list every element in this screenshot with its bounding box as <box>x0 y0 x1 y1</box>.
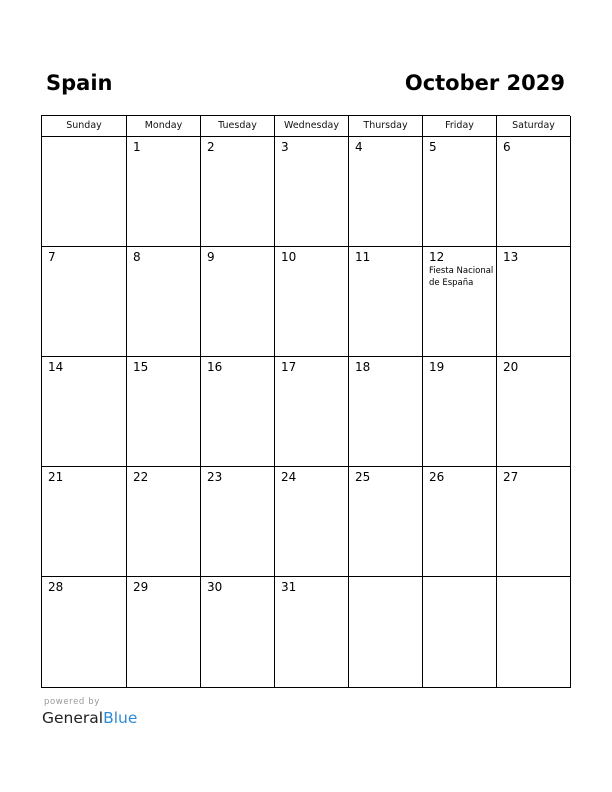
weekday-header-sunday: Sunday <box>42 116 127 137</box>
weekday-header-monday: Monday <box>127 116 201 137</box>
day-number: 14 <box>48 360 64 374</box>
day-number: 5 <box>429 140 437 154</box>
day-number: 31 <box>281 580 297 594</box>
day-number: 10 <box>281 250 297 264</box>
day-cell <box>42 247 127 357</box>
day-cell <box>201 137 275 247</box>
day-cell <box>497 137 571 247</box>
day-number: 24 <box>281 470 297 484</box>
country-title: Spain <box>46 71 113 95</box>
day-number: 11 <box>355 250 371 264</box>
day-cell <box>275 467 349 577</box>
weekday-header-wednesday: Wednesday <box>275 116 349 137</box>
day-number: 27 <box>503 470 519 484</box>
day-number: 23 <box>207 470 223 484</box>
day-number: 30 <box>207 580 223 594</box>
brand-text-general: General <box>42 709 104 727</box>
day-number: 3 <box>281 140 289 154</box>
day-cell <box>423 137 497 247</box>
day-cell <box>275 577 349 688</box>
generalblue-logo[interactable] <box>42 708 137 728</box>
day-cell-empty <box>349 577 423 688</box>
day-cell <box>423 467 497 577</box>
day-cell <box>201 247 275 357</box>
day-number: 18 <box>355 360 371 374</box>
day-number: 9 <box>207 250 215 264</box>
day-number: 7 <box>48 250 56 264</box>
day-cell <box>349 247 423 357</box>
day-number: 4 <box>355 140 363 154</box>
day-number: 6 <box>503 140 511 154</box>
day-cell <box>497 357 571 467</box>
day-cell <box>127 357 201 467</box>
day-number: 16 <box>207 360 223 374</box>
day-number: 2 <box>207 140 215 154</box>
day-cell <box>127 467 201 577</box>
weekday-header-saturday: Saturday <box>497 116 571 137</box>
day-cell <box>127 137 201 247</box>
day-number: 13 <box>503 250 519 264</box>
weekday-header-friday: Friday <box>423 116 497 137</box>
day-cell-empty <box>497 577 571 688</box>
day-cell <box>201 357 275 467</box>
day-cell <box>349 467 423 577</box>
day-cell <box>42 137 127 247</box>
day-cell <box>497 467 571 577</box>
day-cell <box>127 577 201 688</box>
day-cell <box>349 357 423 467</box>
day-number: 20 <box>503 360 519 374</box>
day-cell <box>275 137 349 247</box>
brand-text-blue: Blue <box>103 709 138 727</box>
day-cell <box>42 577 127 688</box>
day-cell <box>423 357 497 467</box>
day-number: 25 <box>355 470 371 484</box>
day-cell <box>127 247 201 357</box>
month-year-title: October 2029 <box>404 71 565 95</box>
powered-by-text: powered by <box>44 697 100 707</box>
day-number: 26 <box>429 470 445 484</box>
day-cell <box>497 247 571 357</box>
day-cell <box>201 577 275 688</box>
day-number: 17 <box>281 360 297 374</box>
weekday-header-tuesday: Tuesday <box>201 116 275 137</box>
day-cell-empty <box>423 577 497 688</box>
day-number: 29 <box>133 580 149 594</box>
day-cell <box>275 357 349 467</box>
day-number: 22 <box>133 470 149 484</box>
day-cell <box>275 247 349 357</box>
day-cell-holiday <box>423 247 497 357</box>
holiday-label: Fiesta Nacional de España <box>429 266 494 288</box>
day-cell <box>201 467 275 577</box>
day-number: 28 <box>48 580 64 594</box>
day-number: 8 <box>133 250 141 264</box>
day-cell <box>42 357 127 467</box>
weekday-header-thursday: Thursday <box>349 116 423 137</box>
day-number: 12 <box>429 250 445 264</box>
calendar-grid <box>41 115 570 688</box>
day-number: 1 <box>133 140 141 154</box>
day-cell <box>349 137 423 247</box>
day-cell <box>42 467 127 577</box>
day-number: 19 <box>429 360 445 374</box>
day-number: 15 <box>133 360 149 374</box>
day-number: 21 <box>48 470 64 484</box>
